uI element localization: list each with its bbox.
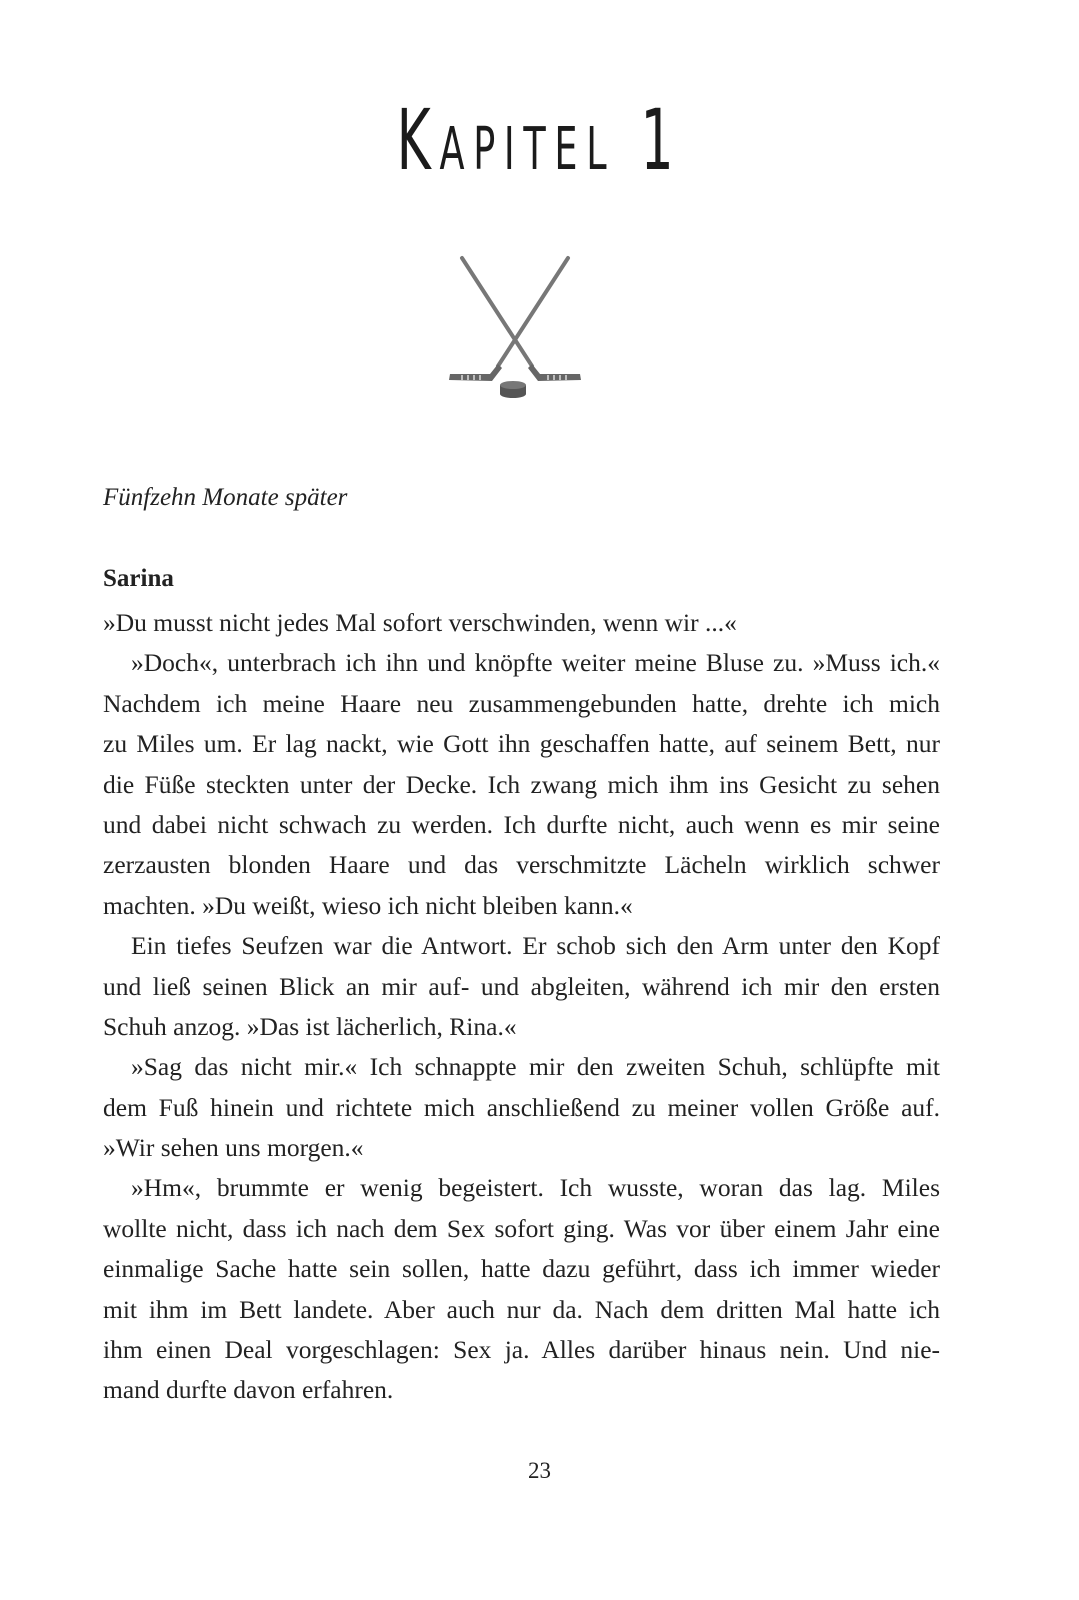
text-line: und ließ seinen Blick an mir auf- und abgleiten, während ich mir den ersten xyxy=(103,971,940,1001)
text-line: einmalige Sache hatte sein sollen, hatte dazu geführt, dass ich immer wieder xyxy=(103,1254,940,1284)
text-line: Ein tiefes Seufzen war die Antwort. Er schob sich den Arm unter den Kopf xyxy=(131,931,940,961)
text-line: »Doch«, unterbrach ich ihn und knöpfte weiter meine Bluse zu. »Muss ich.« xyxy=(131,648,940,678)
text-line: »Du musst nicht jedes Mal sofort verschwinden, wenn wir ...« xyxy=(103,608,737,637)
pov-character: Sarina xyxy=(103,565,174,592)
text-line: »Wir sehen uns morgen.« xyxy=(103,1133,364,1163)
text-line: und dabei nicht schwach zu werden. Ich durfte nicht, auch wenn es mir seine xyxy=(103,809,940,839)
text-line: »Hm«, brummte er wenig begeistert. Ich wusste, woran das lag. Miles xyxy=(131,1173,940,1203)
text-line: zerzausten blonden Haare und das verschmitzte Lächeln wirklich schwer xyxy=(103,850,940,880)
body-text xyxy=(103,603,940,1411)
text-line: machten. »Du weißt, wieso ich nicht bleiben kann.« xyxy=(103,890,633,920)
text-line: mit ihm im Bett landete. Aber auch nur da. Nach dem dritten Mal hatte ich xyxy=(103,1294,940,1324)
text-line: wollte nicht, dass ich nach dem Sex sofort ging. Was vor über einem Jahr eine xyxy=(103,1213,940,1243)
text-line: ihm einen Deal vorgeschlagen: Sex ja. Alles darüber hinaus nein. Und nie- xyxy=(103,1335,940,1365)
chapter-title: Kapitel 1 xyxy=(396,91,683,189)
text-line: Nachdem ich meine Haare neu zusammengebunden hatte, drehte ich mich xyxy=(103,688,940,718)
text-line: zu Miles um. Er lag nackt, wie Gott ihn geschaffen hatte, auf seinem Bett, nur xyxy=(103,729,940,759)
text-line: »Sag das nicht mir.« Ich schnappte mir den zweiten Schuh, schlüpfte mit xyxy=(131,1052,940,1082)
page-number: 23 xyxy=(528,1458,551,1483)
text-line: die Füße steckten unter der Decke. Ich zwang mich ihm ins Gesicht zu sehen xyxy=(103,769,940,799)
time-note: Fünfzehn Monate später xyxy=(103,484,348,511)
text-line: mand durfte davon erfahren. xyxy=(103,1375,394,1405)
hockey-sticks-icon xyxy=(440,248,590,398)
text-line: dem Fuß hinein und richtete mich anschließend zu meiner vollen Größe auf. xyxy=(103,1092,940,1122)
text-line: Schuh anzog. »Das ist lächerlich, Rina.« xyxy=(103,1011,517,1041)
